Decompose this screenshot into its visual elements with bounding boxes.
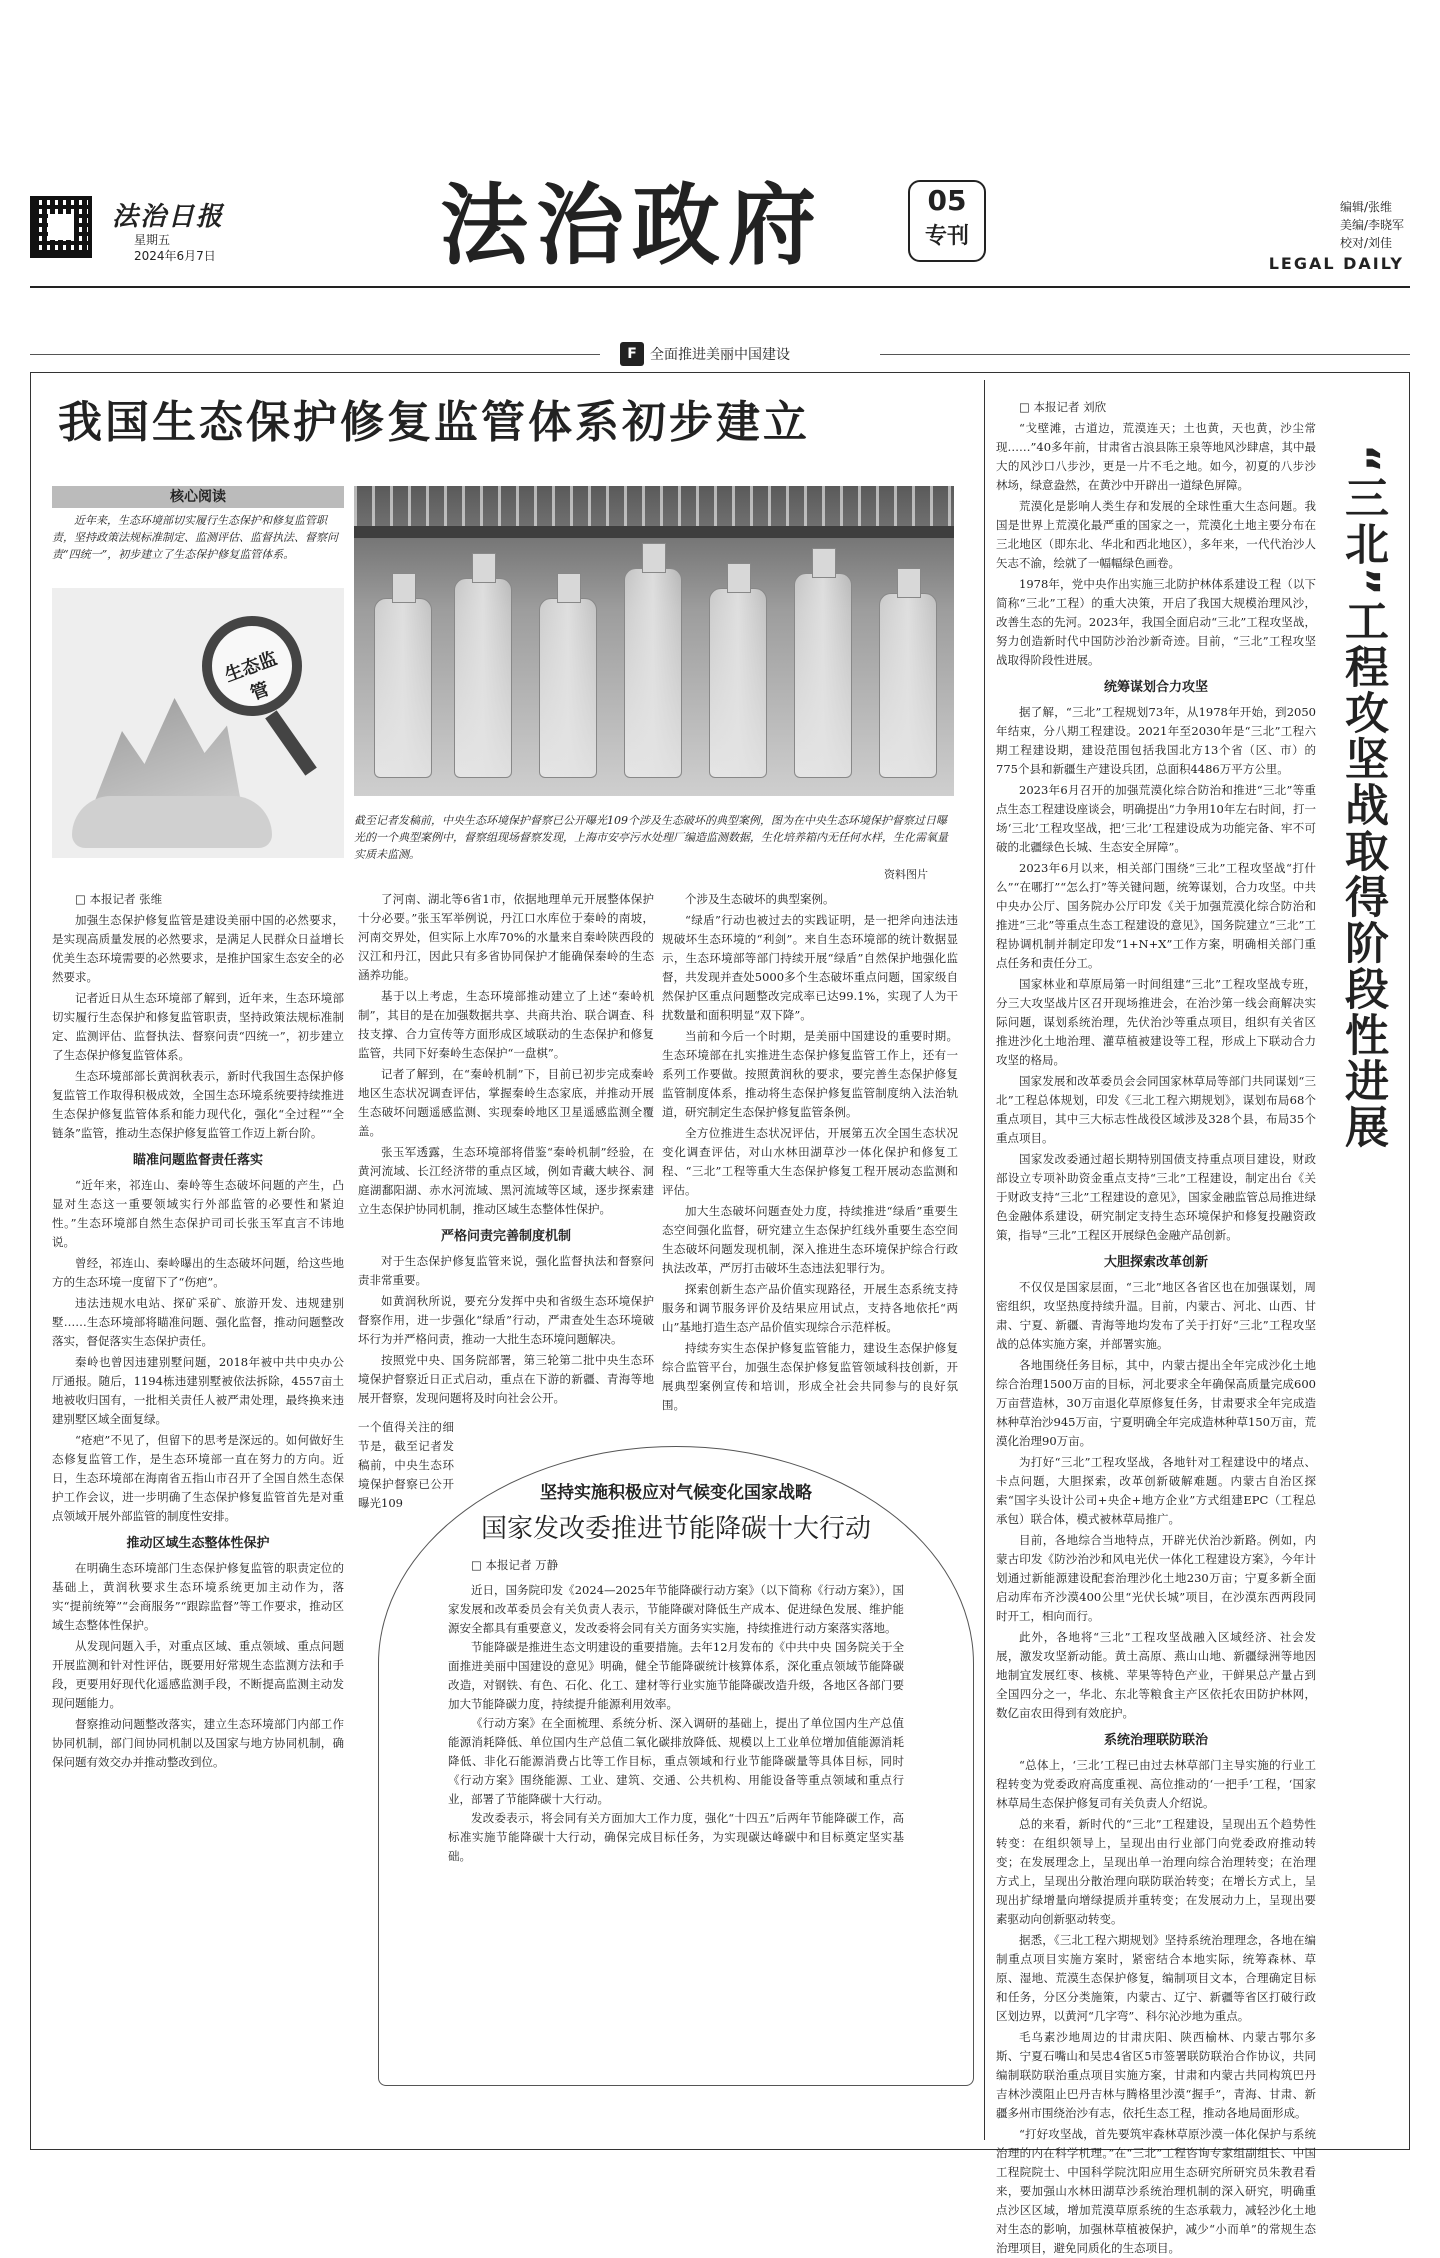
paragraph: 记者近日从生态环境部了解到，近年来，生态环境部切实履行生态保护和修复监管职责，坚持政策法规标准制定、监测评估、监督执法、督察问责“四统一”，初步建立了生态保护修复监管体系。 <box>52 991 344 1062</box>
topic-rule-left <box>30 354 600 355</box>
cartoon-stamp: 生态监管 <box>222 648 281 705</box>
right-byline: □ 本报记者 刘欣 <box>1019 400 1107 414</box>
sidebar-headline: 国家发改委推进节能降碳十大行动 <box>480 1514 871 1544</box>
paragraph: “近年来，祁连山、秦岭等生态破坏问题的产生，凸显对生态这一重要领域实行外部监管的必要性和紧迫性。”生态环境部自然生态保护司司长张玉军直言不讳地说。 <box>52 1178 344 1249</box>
paragraph: 加大生态破坏问题查处力度，持续推进“绿盾”重要生态空间强化监督，研究建立生态保护红线外重要生态空间生态破坏问题发现机制，深入推进生态环境保护综合行政执法改革，严厉打击破坏生态违法犯罪行为。 <box>662 1204 958 1275</box>
paragraph: 2023年6月以来，相关部门围绕“三北”工程攻坚战“打什么”“在哪打”“怎么打”等关键问题，统筹谋划，合力攻坚。中共中央办公厅、国务院办公厅印发《关于加强荒漠化综合防治和推进“三北”等重点生态工程建设的意见》，国务院建立“三北”工程协调机制并制定印发“1+N+X”工作方案，明确相关部门重点任务和责任分工。 <box>996 861 1316 970</box>
paragraph: 节能降碳是推进生态文明建设的重要措施。去年12月发布的《中共中央 国务院关于全面推进美丽中国建设的意见》明确，健全节能降碳统计核算体系，深化重点领域节能降碳改造，对钢铁、有色、石化、化工、建材等行业实施节能降碳改造升级，各地区各部门要加大节能降碳力度，持续提升能源利用效率。 <box>448 1640 904 1711</box>
paragraph: 不仅仅是国家层面，“三北”地区各省区也在加强谋划，周密组织，攻坚热度持续升温。目前，内蒙古、河北、山西、甘肃、宁夏、新疆、青海等地均发布了关于打好“三北”工程攻坚战的总体实施方案，并部署实施。 <box>996 1280 1316 1351</box>
paragraph: “戈壁滩，古道边，荒漠连天；土也黄，天也黄，沙尘常现……”40多年前，甘肃省古浪县陈王泉等地风沙肆虐，其中最大的风沙口八步沙，更是一片不毛之地。如今，初夏的八步沙林场，绿意盎然，在黄沙中开辟出一道绿色屏障。 <box>996 421 1316 492</box>
paragraph: 按照党中央、国务院部署，第三轮第二批中央生态环境保护督察近日正式启动，重点在下游的新疆、青海等地展开督察，发现问题将及时向社会公开。 <box>358 1353 654 1405</box>
paragraph: 国家发改委通过超长期特别国债支持重点项目建设，财政部设立专项补助资金重点支持“三北”工程建设，制定出台《关于财政支持“三北”工程建设的意见》，国家金融监管总局推进绿色金融体系建设，研究制定支持生态环境保护和修复投融资政策，指导“三北”工程区开展绿色金融产品创新。 <box>996 1152 1316 1242</box>
paragraph: 当前和今后一个时期，是美丽中国建设的重要时期。生态环境部在扎实推进生态保护修复监管工作上，还有一系列工作要做。按照黄润秋的要求，要完善生态保护修复监管制度体系，推动将生态保护修复监管制度纳入法治轨道，研究制定生态保护修复监管条例。 <box>662 1029 958 1119</box>
paragraph: 毛乌素沙地周边的甘肃庆阳、陕西榆林、内蒙古鄂尔多斯、宁夏石嘴山和吴忠4省区5市签署联防联治合作协议，共同编制联防联治重点项目实施方案，甘肃和内蒙古共同构筑巴丹吉林沙漠阻止巴丹吉林与腾格里沙漠“握手”，青海、甘肃、新疆多州市围绕治沙有志，依托生态工程，推动各地局面形成。 <box>996 2030 1316 2120</box>
paragraph: 总的来看，新时代的“三北”工程建设，呈现出五个趋势性转变：在组织领导上，呈现出由行业部门向党委政府推动转变；在发展理念上，呈现出单一治理向综合治理转变；在治理方式上，呈现出分散治理向联防联治转变；在增长方式上，呈现出扩绿增量向增绿提质并重转变；在发展动力上，呈现出要素驱动向创新驱动转变。 <box>996 1817 1316 1926</box>
bottle-icon <box>454 578 512 778</box>
paragraph: “绿盾”行动也被过去的实践证明，是一把斧向违法违规破坏生态环境的“利剑”。来自生态环境部的统计数据显示，生态环境部等部门持续开展“绿盾”自然保护地强化监督，共发现并查处5000多个生态破坏重点问题，国家级自然保护区重点问题整改完成率已达99.1%，实现了人为干扰数量和面积明显“双下降”。 <box>662 913 958 1022</box>
hands-icon <box>72 796 272 848</box>
right-column <box>996 398 1316 2255</box>
subheading: 统筹谋划合力攻坚 <box>1103 680 1208 695</box>
proofreader: 校对/刘佳 <box>1339 236 1392 250</box>
paper-name: 法治日报 <box>112 202 225 232</box>
photo-caption: 截至记者发稿前，中央生态环境保护督察已公开曝光109个涉及生态破坏的典型案例，图为在中央生态环境保护督察过日曝光的一个典型案例中，督察组现场督察发现，上海市安亭污水处理厂编造监测数据，生化培养箱内无任何水样，生化需氧量实质未监测。 <box>354 814 948 861</box>
paragraph: 张玉军透露，生态环境部将借鉴“秦岭机制”经验，在黄河流域、长江经济带的重点区域，例如青藏大峡谷、洞庭湖鄱阳湖、赤水河流域、黑河流域等区域，逐步探索建立生态保护协同机制，推动区域生态整体性保护。 <box>358 1145 654 1216</box>
paragraph: 个涉及生态破坏的典型案例。 <box>685 892 835 906</box>
paragraph: 各地围绕任务目标，其中，内蒙古提出全年完成沙化土地综合治理1500万亩的目标，河北要求全年确保高质量完成600万亩营造林，30万亩退化草原修复任务，甘肃要求全年完成造林种草治沙945万亩，宁夏明确全年完成造林种草150万亩，荒漠化治理90万亩。 <box>996 1358 1316 1448</box>
photo-credit: 资料图片 <box>884 868 928 881</box>
subheading: 严格问责完善制度机制 <box>440 1229 571 1244</box>
paragraph: 《行动方案》在全面梳理、系统分析、深入调研的基础上，提出了单位国内生产总值能源消耗降低、单位国内生产总值二氧化碳排放降低、规模以上工业单位增加值能源消耗降低、非化石能源消费占比等工作目标，重点领域和行业节能降碳量等具体目标，同时《行动方案》围绕能源、工业、建筑、交通、公共机构、用能设备等重点领域和重点行业，部署了节能降碳十大行动。 <box>448 1716 904 1806</box>
sidebar-byline: □ 本报记者 万静 <box>471 1558 559 1572</box>
paragraph: 2023年6月召开的加强荒漠化综合防治和推进“三北”等重点生态工程建设座谈会，明确提出“力争用10年左右时间，打一场‘三北’工程攻坚战，把‘三北’工程建设成为功能完备、牢不可破的北疆绿色长城、生态安全屏障”。 <box>996 783 1316 854</box>
bottle-icon <box>709 588 767 778</box>
main-byline: □ 本报记者 张维 <box>75 892 163 906</box>
paragraph: 了河南、湖北等6省1市，依据地理单元开展整体保护十分必要。”张玉军举例说，丹江口水库位于秦岭的南坡，河南交界处，但实际上水库70%的水量来自秦岭陕西段的汉江和丹江，因此只有多省协同保护才能确保秦岭的生态涵养功能。 <box>358 892 654 982</box>
summary-text: 近年来，生态环境部切实履行生态保护和修复监管职责，坚持政策法规标准制定、监测评估、监督执法、督察问责“四统一”，初步建立了生态保护修复监管体系。 <box>52 514 338 561</box>
weekday: 星期五 <box>134 233 171 247</box>
paragraph: 据了解，“三北”工程规划73年，从1978年开始，到2050年结束，分八期工程建设。2021年至2030年是“三北”工程六期工程建设期，建设范围包括我国北方13个省（区、市）的775个县和新疆生产建设兵团，总面积4486万平方公里。 <box>996 705 1316 776</box>
paragraph: 持续夯实生态保护修复监管能力，建设生态保护修复综合监管平台，加强生态保护修复监管领域科技创新，开展典型案例宣传和培训，形成全社会共同参与的良好氛围。 <box>662 1341 958 1412</box>
paragraph: “打好攻坚战，首先要筑牢森林草原沙漠一体化保护与系统治理的内在科学机理。”在“三北”工程咨询专家组副组长、中国工程院院士、中国科学院沈阳应用生态研究所研究员朱教君看来，要加强山水林田湖草沙系统治理机制的深入研究，明确重点沙区区域，增加荒漠草原系统的生态承载力，减轻沙化土地对生态的影响，加强林草植被保护，减少“小而单”的常规生态治理项目，避免同质化的生态项目。 <box>996 2127 1316 2255</box>
paragraph: 如黄润秋所说，要充分发挥中央和省级生态环境保护督察作用，进一步强化“绿盾”行动，严肃查处生态环境破坏行为并严格问责，推动一大批生态环境问题解决。 <box>358 1294 654 1346</box>
paragraph: 从发现问题入手，对重点区域、重点领域、重点问题开展监测和针对性评估，既要用好常规生态监测方法和手段，更要用好现代化遥感监测手段，不断提高监测主动发现问题能力。 <box>52 1639 344 1710</box>
page-number-badge <box>908 180 986 262</box>
photo-lights <box>354 486 954 526</box>
pull-quote: 一个值得关注的细节是，截至记者发稿前，中央生态环境保护督察已公开曝光109 <box>358 1420 454 1510</box>
main-column-3 <box>662 890 958 1410</box>
paragraph: 记者了解到，在“秦岭机制”下，目前已初步完成秦岭地区生态状况调查评估，掌握秦岭生态家底，并推动开展生态破坏问题遥感监测、实现秦岭地区卫星遥感监测全覆盖。 <box>358 1067 654 1138</box>
art-editor: 美编/李晓军 <box>1339 218 1404 232</box>
page-number: 05 <box>927 184 967 217</box>
issue-date: 2024年6月7日 <box>134 249 216 263</box>
paragraph: 1978年，党中央作出实施三北防护林体系建设工程（以下简称“三北”工程）的重大决策，开启了我国大规模治理风沙，改善生态的先河。2023年，我国全面启动“三北”工程攻坚战，努力创造新时代中国防沙治沙新奇迹。目前，“三北”工程攻坚战取得阶段性进展。 <box>996 577 1316 667</box>
main-column-1 <box>52 890 344 2140</box>
paragraph: “疮疤”不见了，但留下的思考是深远的。如何做好生态修复监管工作，是生态环境部一直在努力的方向。近日，生态环境部在海南省五指山市召开了全国自然生态保护工作会议，进一步明确了生态保护修复监管首先是对重点领域开展外部监管的制度性安排。 <box>52 1433 344 1523</box>
bottle-icon <box>879 593 937 778</box>
paragraph: “总体上，‘三北’工程已由过去林草部门主导实施的行业工程转变为党委政府高度重视、高位推动的‘一把手’工程，‘国家林草局生态保护修复司有关负责人介绍说。 <box>996 1758 1316 1810</box>
main-column-2 <box>358 890 654 1414</box>
masthead <box>0 0 1440 290</box>
paragraph: 加强生态保护修复监管是建设美丽中国的必然要求，是实现高质量发展的必然要求，是满足人民群众日益增长优美生态环境需要的必然要求，是推护国家生态安全的必然要求。 <box>52 913 344 984</box>
paragraph: 违法违规水电站、探矿采矿、旅游开发、违规建别墅……生态环境部将瞄准问题、强化监督，推动问题整改落实，督促落实生态保护责任。 <box>52 1296 344 1348</box>
paragraph: 荒漠化是影响人类生存和发展的全球性重大生态问题。我国是世界上荒漠化最严重的国家之一，荒漠化土地主要分布在三北地区（即东北、华北和西北地区），多年来，一代代治沙人矢志不渝，绘就了一幅幅绿色画卷。 <box>996 499 1316 570</box>
lab-photo <box>354 486 954 796</box>
paragraph: 近日，国务院印发《2024—2025年节能降碳行动方案》（以下简称《行动方案》），国家发展和改革委员会有关负责人表示，节能降碳对降低生产成本、促进绿色发展、维护能源安全都具有重要意义，发改委将会同有关方面务实实施，持续推进行动方案落实落地。 <box>448 1583 904 1635</box>
subheading: 瞄准问题监督责任落实 <box>132 1153 263 1168</box>
paragraph: 督察推动问题整改落实，建立生态环境部门内部工作协同机制，部门间协同机制以及国家与地方协同机制，确保问题有效交办并推动整改到位。 <box>52 1717 344 1769</box>
paragraph: 在明确生态环境部门生态保护修复监管的职责定位的基础上，黄润秋要求生态环境系统更加主动作为，落实“提前统筹”“会商服务”“跟踪监督”等工作要求，推动区域生态整体性保护。 <box>52 1561 344 1632</box>
masthead-rule <box>30 286 1410 288</box>
paragraph: 据悉，《三北工程六期规划》坚持系统治理理念，各地在编制重点项目实施方案时，紧密结合本地实际，统筹森林、草原、湿地、荒漠生态保护修复，编制项目文本，合理确定目标和任务，分区分类施策，内蒙古、辽宁、新疆等省区打破行政区划边界，以黄河“几字弯”、科尔沁沙地为重点。 <box>996 1933 1316 2023</box>
paragraph: 发改委表示，将会同有关方面加大工作力度，强化“十四五”后两年节能降碳工作，高标准实施节能降碳十大行动，确保完成目标任务，为实现碳达峰碳中和目标奠定坚实基础。 <box>448 1811 904 1863</box>
bottle-icon <box>374 598 432 778</box>
summary-heading: 核心阅读 <box>52 486 344 508</box>
paragraph: 曾经，祁连山、秦岭曝出的生态破坏问题，给这些地方的生态环境一度留下了“伤疤”。 <box>52 1256 344 1289</box>
page-kind: 专刊 <box>924 224 969 249</box>
paragraph: 基于以上考虑，生态环境部推动建立了上述“秦岭机制”，其目的是在加强数据共享、共商共治、联合调查、科技支撑、合力宣传等方面形成区域联动的生态保护和修复监管，共同下好秦岭生态保护“一盘棋”。 <box>358 989 654 1060</box>
topic-rule-right <box>880 354 1410 355</box>
paragraph: 全方位推进生态状况评估，开展第五次全国生态状况变化调查评估，对山水林田湖草沙一体化保护和修复工程、“三北”工程等重大生态保护修复工程开展动态监测和评估。 <box>662 1126 958 1197</box>
topic-label: 全面推进美丽中国建设 <box>650 347 790 363</box>
brand-english: LEGAL DAILY <box>1268 254 1404 273</box>
sidebar-body <box>448 1556 904 2076</box>
article-divider <box>984 380 985 2140</box>
mountain-icon <box>92 698 242 808</box>
section-title: 法治政府 <box>440 174 825 277</box>
bottle-icon <box>539 598 597 778</box>
sidebar-kicker: 坚持实施积极应对气候变化国家战略 <box>540 1483 812 1503</box>
magnifier-handle <box>265 710 317 775</box>
paragraph: 国家林业和草原局第一时间组建“三北”工程攻坚战专班，分三大攻坚战片区召开现场推进会，在治沙第一线会商解决实际问题，谋划系统治理，先伏治沙等重点项目，组织有关省区推进沙化土地治理、灌草植被建设等工程，形成上下联动合力攻坚的格局。 <box>996 977 1316 1067</box>
topic-banner <box>620 340 790 368</box>
subheading: 系统治理联防联治 <box>1103 1733 1208 1748</box>
main-headline: 我国生态保护修复监管体系初步建立 <box>58 397 810 448</box>
paragraph: 对于生态保护修复监管来说，强化监督执法和督察问责非常重要。 <box>358 1254 654 1287</box>
photo-rack <box>354 526 954 538</box>
paragraph: 为打好“三北”工程攻坚战，各地针对工程建设中的堵点、卡点问题，大胆探索，改革创新破解难题。内蒙古自治区探索“国字头设计公司+央企+地方企业”方式组建EPC（工程总承包）联合体，模式被林草局推广。 <box>996 1455 1316 1526</box>
subheading: 推动区域生态整体性保护 <box>126 1536 270 1551</box>
paragraph: 生态环境部部长黄润秋表示，新时代我国生态保护修复监管工作取得积极成效，全国生态环境系统要持续推进生态保护修复监管体系和能力现代化，强化“全过程”“全链条”监管，推动生态保护修复监管工作迈上新台阶。 <box>52 1069 344 1140</box>
paragraph: 探索创新生态产品价值实现路径，开展生态系统支持服务和调节服务评价及结果应用试点，支持各地依托“两山”基地打造生态产品价值实现综合示范样板。 <box>662 1282 958 1334</box>
right-headline: “三北”工程攻坚战取得阶段性进展 <box>1337 444 1388 1150</box>
paper-date <box>134 232 216 264</box>
paragraph: 目前，各地综合当地特点，开辟光伏治沙新路。例如，内蒙古印发《防沙治沙和风电光伏一体化工程建设方案》，今年计划通过新能源建设配套治理沙化土地230万亩；宁夏多新全面启动库布齐沙漠400公里“光伏长城”项目，在沙漠东西两段同时开工，相向而行。 <box>996 1533 1316 1623</box>
editor: 编辑/张维 <box>1339 200 1392 214</box>
paragraph: 国家发展和改革委员会会同国家林草局等部门共同谋划“三北”工程总体规划，印发《三北工程六期规划》，谋划布局68个重点项目，其中三大标志性战役区域涉及328个县，布局35个重点项目。 <box>996 1074 1316 1145</box>
editor-credits <box>1340 198 1404 252</box>
paragraph: 此外，各地将“三北”工程攻坚战融入区域经济、社会发展，激发攻坚新动能。黄土高原、燕山山地、新疆绿洲等地因地制宜发展红枣、核桃、苹果等特色产业，干鲜果总产量占到全国四分之一，华北、东北等粮食主产区依托农田防护林网，数亿亩农田得到有效庇护。 <box>996 1630 1316 1720</box>
bottle-icon <box>624 568 682 778</box>
subheading: 大胆探索改革创新 <box>1103 1255 1208 1270</box>
bottle-icon <box>794 573 852 778</box>
paragraph: 秦岭也曾因违建别墅问题，2018年被中共中央办公厅通报。随后，1194栋违建别墅被依法拆除，4557亩土地被收归国有，一批相关责任人被严肃处理，最终换来违建别墅区域全面复绿。 <box>52 1355 344 1426</box>
qr-code-icon <box>30 196 92 258</box>
topic-logo-icon: F <box>620 342 644 366</box>
cartoon-illustration <box>52 588 344 858</box>
